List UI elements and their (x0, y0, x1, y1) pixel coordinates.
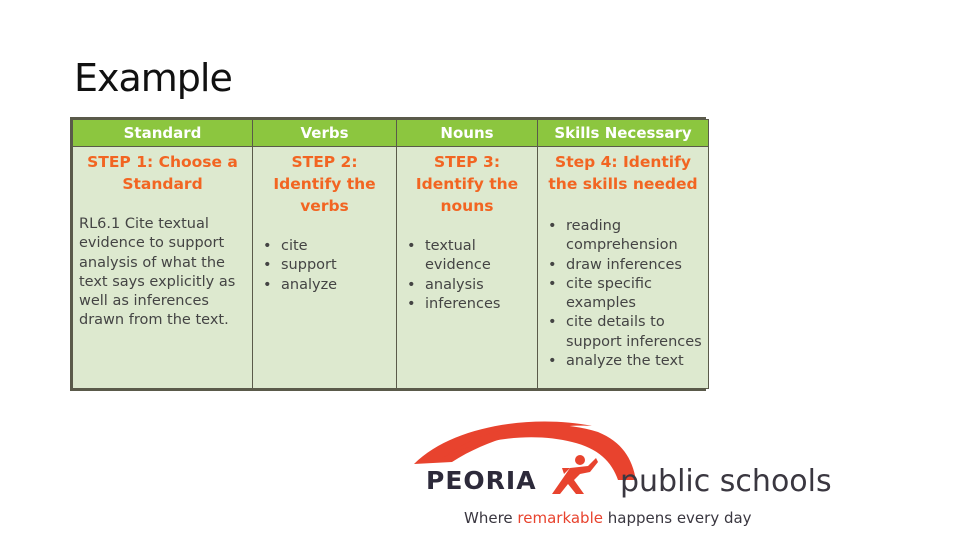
peoria-logo (412, 418, 837, 536)
step-3-label: STEP 3: Identify the nouns (415, 153, 519, 215)
header-verbs: Verbs (253, 120, 397, 147)
standards-table (70, 117, 706, 391)
nouns-list (403, 237, 531, 314)
step-4-label: Step 4: Identify the skills needed (548, 153, 698, 193)
logo-name: PEORIA (426, 466, 537, 495)
nouns-cell (397, 147, 538, 389)
list-item: • cite details to support inferences (544, 313, 702, 352)
tagline-start: Where (464, 509, 518, 527)
step-1-label: STEP 1: Choose a Standard (87, 153, 238, 193)
tagline-highlight: remarkable (517, 509, 603, 527)
slide-title: Example (74, 56, 232, 100)
header-standard: Standard (73, 120, 253, 147)
standard-text: RL6.1 Cite textual evidence to support analysis of what the text says explicitly as well as inferences drawn from the text. (79, 216, 236, 329)
table-body-row (73, 147, 709, 389)
verbs-cell (253, 147, 397, 389)
skills-cell (538, 147, 709, 389)
standards-grid (72, 119, 709, 389)
standard-cell (73, 147, 253, 389)
verbs-list (259, 237, 390, 295)
list-item: • analysis (403, 276, 531, 295)
list-item: • cite (259, 237, 390, 256)
list-item: • draw inferences (544, 256, 702, 275)
logo-suffix: public schools (620, 464, 832, 499)
list-item: • analyze (259, 276, 390, 295)
step-2-label: STEP 2: Identify the verbs (273, 153, 376, 215)
list-item: • textual evidence (403, 237, 531, 276)
logo-tagline (464, 509, 752, 527)
list-item: • reading comprehension (544, 217, 702, 256)
header-nouns: Nouns (397, 120, 538, 147)
list-item: • cite specific examples (544, 275, 702, 314)
tagline-end: happens every day (602, 509, 752, 527)
list-item: • inferences (403, 295, 531, 314)
header-skills: Skills Necessary (538, 120, 709, 147)
list-item: • support (259, 256, 390, 275)
skills-list (544, 217, 702, 371)
table-header-row (73, 120, 709, 147)
list-item: • analyze the text (544, 352, 702, 371)
